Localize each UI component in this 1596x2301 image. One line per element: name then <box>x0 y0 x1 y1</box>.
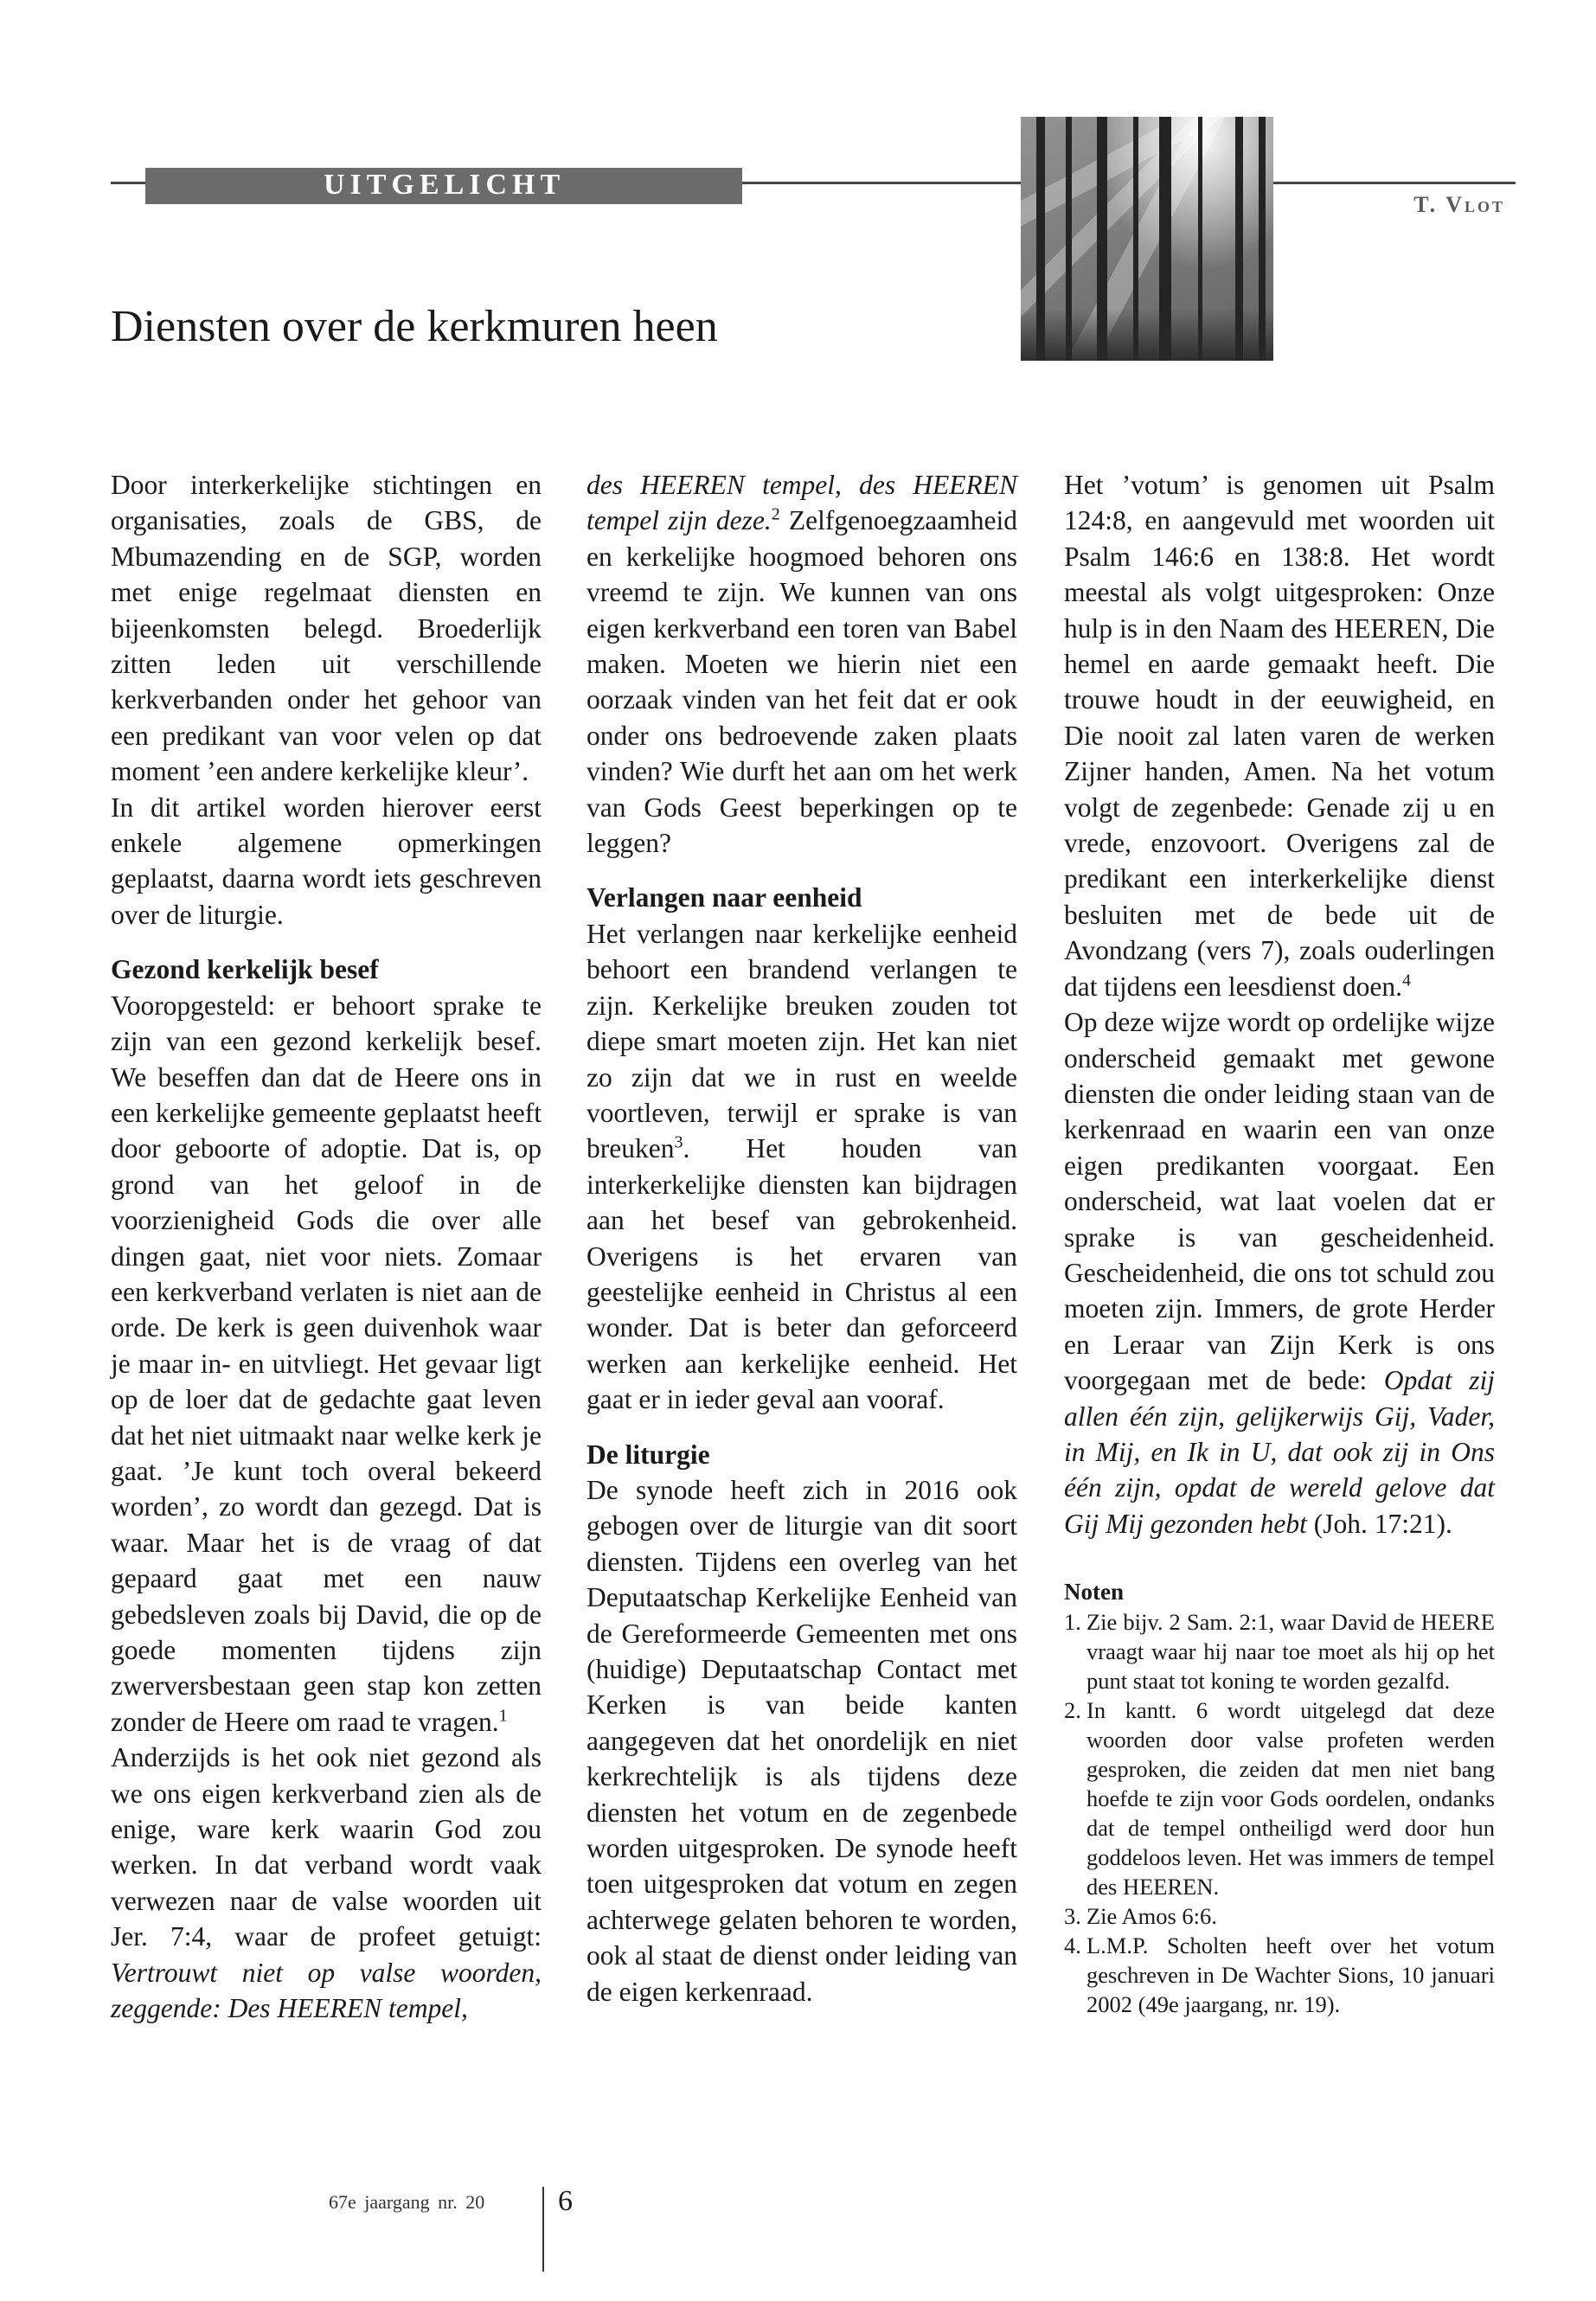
paragraph-text: Het verlangen naar kerkelijke eenheid behoort een brandend verlangen te zijn. Kerkelijke breuken zouden tot diepe smart moeten zijn. Het kan niet zo zijn dat we in rust en weelde voortleven, terwijl er sprake is van breuken <box>586 918 1017 1164</box>
footnote-ref: 2 <box>771 504 780 524</box>
paragraph-text: Anderzijds is het ook niet gezond als we ons eigen kerkverband zien als de enige, ware kerk waarin God zou werken. In dat verband wordt vaak verwezen naar de valse woorden uit Jer. 7:4, waar de profeet getuigt: <box>111 1742 542 1952</box>
article-title: Diensten over de kerkmuren heen <box>111 302 718 351</box>
paragraph-text: Vooropgesteld: er behoort sprake te zijn van een gezond kerkelijk besef. We beseffen dan dat de Heere ons in een kerkelijke gemeente geplaatst heeft door geboorte of adoptie. Dat is, op grond van het geloof in de voorzienigheid Gods die over alle dingen gaat, niet voor niets. Zomaar een kerkverband verlaten is niet aan de orde. De kerk is geen duivenhok waar je maar in- en uitvliegt. Het gevaar ligt op de loer dat de gedachte gaat leven dat het niet uitmaakt naar welke kerk je gaat. ’Je kunt toch overal bekeerd worden’, zo wordt dan gezegd. Dat is waar. Maar het is de vraag of dat gepaard gaat met een nauw gebedsleven zoals bij David, die op de goede momenten tijdens zijn zwerversbestaan geen stap kon zetten zonder de Heere om raad te vragen. <box>111 990 542 1737</box>
section-heading: De liturgie <box>586 1439 710 1470</box>
paragraph-text: Zelfgenoegzaamheid en kerkelijke hoogmoed behoren ons vreemd te zijn. We kunnen van ons eigen kerkverband een toren van Babel maken. Moeten we hierin niet een oorzaak vinden van het feit dat er ook onder ons bedroevende zaken plaats vinden? Wie durft het aan om het werk van Gods Geest beperkingen op te leggen? <box>586 505 1017 859</box>
forest-photo <box>1021 117 1273 361</box>
section-label: UITGELICHT <box>145 168 742 204</box>
footnote-text: In kantt. 6 wordt uitgelegd dat deze woorden door valse profeten werden gesproken, die zeiden dat men niet bang hoefde te zijn voor Gods oordelen, ondanks dat de tempel ontheiligd werd door hun goddeloos leven. Het was immers de tempel des HEEREN. <box>1086 1697 1495 1900</box>
header-rule-middle <box>742 182 1021 184</box>
article-column-2 <box>586 467 1017 2009</box>
footnote-text: Zie bijv. 2 Sam. 2:1, waar David de HEERE vraagt waar hij naar toe moet als hij op het punt staat tot koning te worden gezalfd. <box>1086 1609 1495 1695</box>
footnote-number: 3. <box>1064 1903 1081 1930</box>
paragraph-text: Op deze wijze wordt op ordelijke wijze onderscheid gemaakt met gewone diensten die onder leiding staan van de kerkenraad en waarin een van onze eigen predikanten voorgaat. Een onderscheid, wat laat voelen dat er sprake is van gescheidenheid. Gescheidenheid, die ons tot schuld zou moeten zijn. Immers, de grote Herder en Leraar van Zijn Kerk is ons voorgegaan met de bede: <box>1064 1007 1495 1396</box>
header-rule-right <box>1273 182 1516 184</box>
paragraph-text: . Het houden van interkerkelijke diensten kan bijdragen aan het besef van gebrokenheid. Overigens is het ervaren van geestelijke eenheid in Christus al een wonder. Dat is beter dan geforceerd werken aan kerkelijke eenheid. Het gaat er in ieder geval aan vooraf. <box>586 1133 1017 1415</box>
footer-divider <box>542 2187 544 2272</box>
author-name: T. Vlot <box>1413 192 1505 217</box>
paragraph <box>586 916 1017 1418</box>
footnote-text: L.M.P. Scholten heeft over het votum geschreven in De Wachter Sions, 10 januari 2002 (49e jaargang, nr. 19). <box>1086 1932 1495 2018</box>
footnote-item <box>1064 1695 1495 1901</box>
footnote-item <box>1064 1607 1495 1695</box>
footnote-number: 4. <box>1064 1932 1081 1959</box>
paragraph <box>1064 467 1495 1004</box>
issue-info: 67e jaargang nr. 20 <box>329 2191 485 2213</box>
paragraph: De synode heeft zich in 2016 ook gebogen over de liturgie van dit soort diensten. Tijdens een overleg van het Deputaatschap Kerkelijke Eenheid van de Gereformeerde Gemeenten met ons (huidige) Deputaatschap Contact met Kerken is van beide kanten aangegeven dat het onordelijk en niet kerkrechtelijk is als tijdens deze diensten het votum en de zegenbede worden uitgesproken. De synode heeft toen uitgesproken dat votum en zegen achterwege gelaten behoren te worden, ook al staat de dienst onder leiding van de eigen kerkenraad. <box>586 1474 1017 2007</box>
header-rule-left <box>111 182 145 184</box>
footnote-text: Zie Amos 6:6. <box>1086 1903 1217 1930</box>
paragraph: Door interkerkelijke stichtingen en organisaties, zoals de GBS, de Mbumazending en de SGP, worden met enige regelmaat diensten en bijeenkomsten belegd. Broederlijk zitten leden uit verschillende kerkverbanden onder het gehoor van een predikant van voor velen op dat moment ’een andere kerkelijke kleur’. <box>111 470 542 787</box>
article-column-1 <box>111 467 542 2026</box>
paragraph-text: Het ’votum’ is genomen uit Psalm 124:8, en aangevuld met woorden uit Psalm 146:6 en 138:8. Het wordt meestal als volgt uitgesproken: Onze hulp is in den Naam des HEEREN, Die hemel en aarde gemaakt heeft. Die trouwe houdt in der eeuwigheid, en Die nooit zal laten varen de werken Zijner handen, Amen. Na het votum volgt de zegenbede: Genade zij u en vrede, enzovoort. Overigens zal de predikant een interkerkelijke dienst besluiten met de bede uit de Avondzang (vers 7), zoals ouderlingen dat tijdens een leesdienst doen. <box>1064 470 1495 1002</box>
footnote-ref: 4 <box>1402 971 1412 990</box>
footnotes-list <box>1064 1607 1495 2019</box>
forest-floor <box>1021 309 1273 361</box>
footnote-ref: 1 <box>498 1706 508 1726</box>
footnote-ref: 3 <box>674 1132 683 1152</box>
paragraph <box>111 1740 542 2026</box>
page-number: 6 <box>558 2185 573 2217</box>
footnote-number: 1. <box>1064 1609 1081 1636</box>
footnote-item <box>1064 1901 1495 1931</box>
scripture-quote: Vertrouwt niet op valse woorden, zeggende: Des HEEREN tempel, <box>111 1957 542 2024</box>
section-heading: Gezond kerkelijk besef <box>111 954 379 985</box>
scripture-quote: Opdat zij allen één zijn, gelijkerwijs Gij, Vader, in Mij, en Ik in U, dat ook zij in Ons één zijn, opdat de wereld gelove dat Gij Mij gezonden hebt <box>1064 1365 1496 1539</box>
paragraph: In dit artikel worden hierover eerst enkele algemene opmerkingen geplaatst, daarna wordt iets geschreven over de liturgie. <box>111 792 542 930</box>
article-column-3 <box>1064 467 1495 2019</box>
footnote-item <box>1064 1931 1495 2019</box>
paragraph <box>1064 1004 1495 1541</box>
notes-heading: Noten <box>1064 1579 1124 1606</box>
paragraph-text: (Joh. 17:21). <box>1306 1508 1452 1539</box>
footnote-number: 2. <box>1064 1697 1081 1724</box>
paragraph <box>586 467 1017 861</box>
paragraph <box>111 988 542 1740</box>
scripture-quote: des HEEREN tempel, des HEEREN tempel zijn deze. <box>586 470 1017 536</box>
section-heading: Verlangen naar eenheid <box>586 882 862 913</box>
